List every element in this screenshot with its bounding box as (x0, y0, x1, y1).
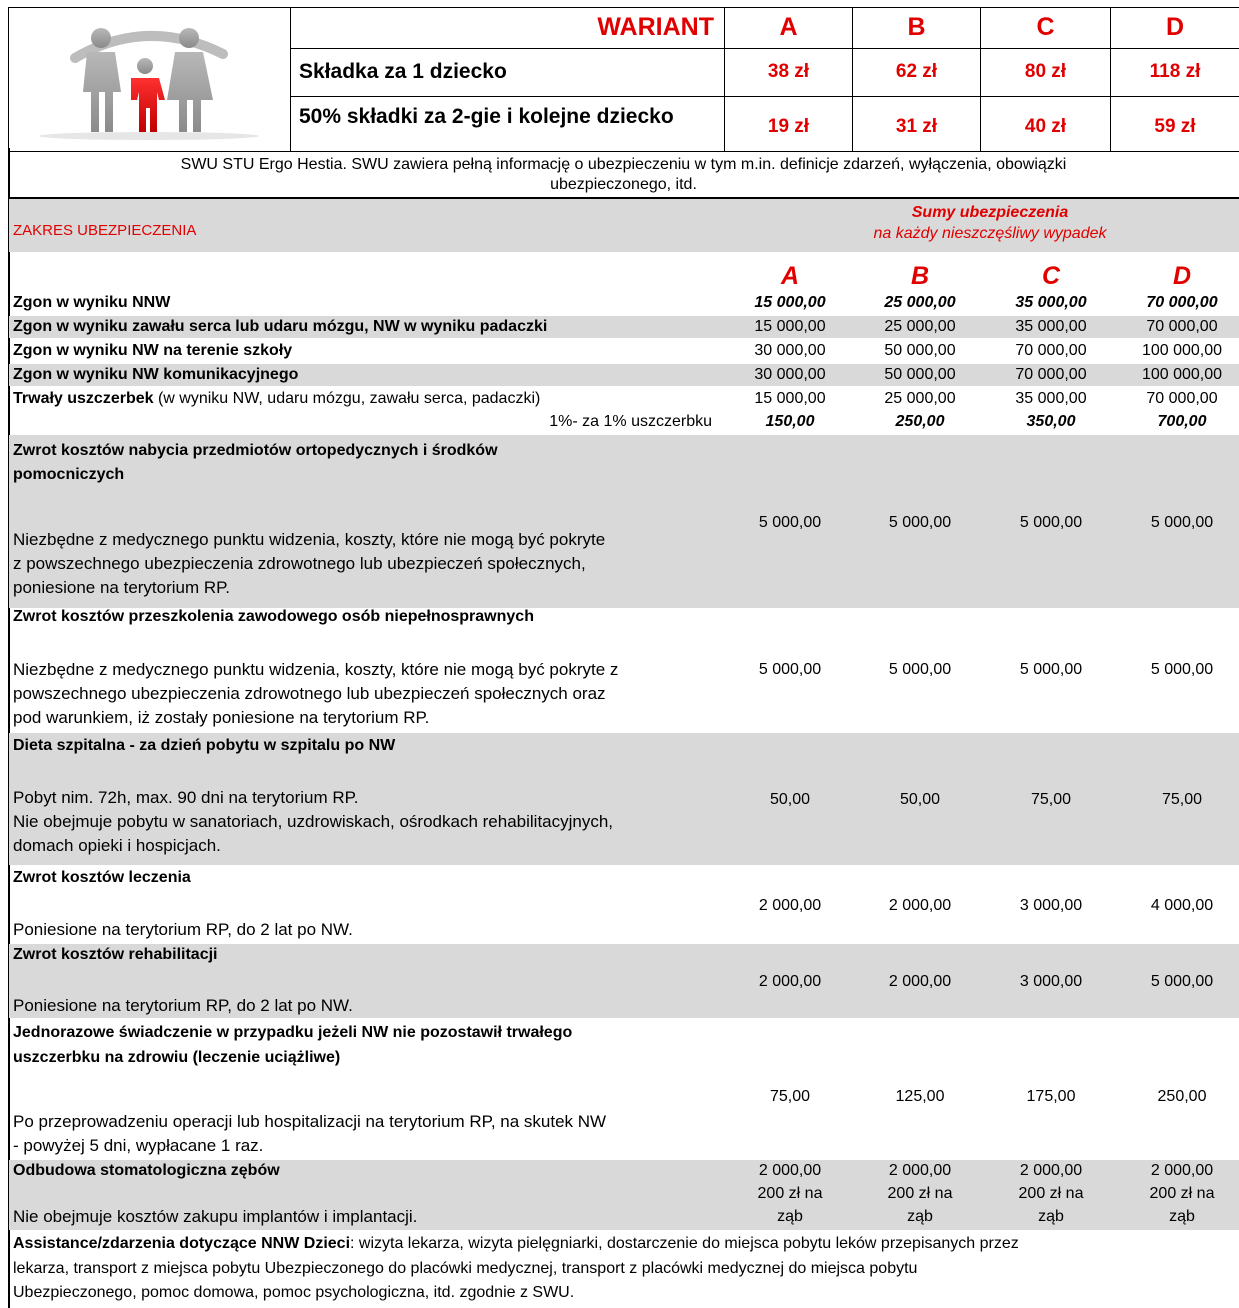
premium-a: 38 zł (725, 48, 853, 97)
row-death-school-d: 100 000,00 (1141, 342, 1223, 359)
block-ortho-desc-2: z powszechnego ubezpieczenia zdrowotnego lub ubezpieczeń społecznych, (13, 554, 586, 573)
row-death-traffic-label: Zgon w wyniku NW komunikacyjnego (13, 366, 299, 383)
block-diet-desc-2: Nie obejmuje pobytu w sanatoriach, uzdrowiskach, ośrodkach rehabilitacyjnych, (13, 812, 614, 831)
block-dental-title: Odbudowa stomatologiczna zębów (13, 1162, 280, 1179)
swu-note-line-1: SWU STU Ergo Hestia. SWU zawiera pełną informację o ubezpieczeniu w tym m.in. definicje zdarzeń, wyłączenia, obowiązki (180, 156, 1067, 173)
assistance-line-1 (13, 1234, 1235, 1254)
row-death-traffic-a: 30 000,00 (754, 366, 826, 383)
row-death-traffic-b: 50 000,00 (884, 366, 956, 383)
row-death-heart-a: 15 000,00 (754, 318, 826, 335)
second-child-d: 59 zł (1111, 97, 1239, 152)
second-child-c: 40 zł (981, 97, 1111, 152)
block-rehab-a: 2 000,00 (758, 973, 822, 990)
premium-b: 62 zł (853, 48, 981, 97)
row-death-traffic-d: 100 000,00 (1141, 366, 1223, 383)
variant-c-header: C (981, 8, 1111, 49)
second-child-a: 19 zł (725, 97, 853, 152)
row-death-school-label: Zgon w wyniku NW na terenie szkoły (13, 342, 293, 359)
block-retrain-desc-1: Niezbędne z medycznego punktu widzenia, koszty, które nie mogą być pokryte z (13, 660, 619, 679)
row-injury-label (13, 389, 540, 409)
row-death-heart-label: Zgon w wyniku zawału serca lub udaru mózgu, NW w wyniku padaczki (13, 318, 548, 335)
block-treatment-title: Zwrot kosztów leczenia (13, 869, 191, 886)
block-oneoff-desc-1: Po przeprowadzeniu operacji lub hospitalizacji na terytorium RP, na skutek NW (13, 1112, 607, 1131)
block-retrain-desc-2: powszechnego ubezpieczenia zdrowotnego lub ubezpieczeń społecznych oraz (13, 684, 606, 703)
block-rehab-title: Zwrot kosztów rehabilitacji (13, 946, 218, 963)
row-death-nnw-d: 70 000,00 (1146, 294, 1218, 311)
block-rehab-b: 2 000,00 (888, 973, 952, 990)
assistance-line-3: Ubezpieczonego, pomoc domowa, pomoc psychologiczna, itd. zgodnie z SWU. (13, 1284, 575, 1301)
sums-subtitle: na każdy nieszczęśliwy wypadek (873, 225, 1107, 242)
block-oneoff-c: 175,00 (1026, 1088, 1076, 1105)
block-oneoff-title-1: Jednorazowe świadczenie w przypadku jeżeli NW nie pozostawił trwałego (13, 1024, 573, 1041)
block-dental-sub1-d: 200 zł na (1149, 1185, 1215, 1202)
block-diet-b: 50,00 (899, 791, 941, 808)
variant-header-table (8, 7, 1239, 152)
row-death-school-b: 50 000,00 (884, 342, 956, 359)
block-rehab-desc: Poniesione na terytorium RP, do 2 lat po NW. (13, 996, 353, 1015)
sums-title: Sumy ubezpieczenia (911, 204, 1069, 221)
row-percent-c: 350,00 (1026, 413, 1076, 430)
block-ortho-c: 5 000,00 (1019, 514, 1083, 531)
row-death-nnw-b: 25 000,00 (884, 294, 956, 311)
row-death-school-c: 70 000,00 (1015, 342, 1087, 359)
logo-cell (9, 8, 291, 152)
block-oneoff-b: 125,00 (895, 1088, 945, 1105)
row-death-heart-c: 35 000,00 (1015, 318, 1087, 335)
block-treatment-a: 2 000,00 (758, 897, 822, 914)
premium-label: Składka za 1 dziecko (291, 48, 725, 97)
block-retrain-a: 5 000,00 (758, 661, 822, 678)
row-percent-d: 700,00 (1157, 413, 1207, 430)
block-ortho-desc-3: poniesione na terytorium RP. (13, 578, 231, 597)
block-dental-b: 2 000,00 (888, 1162, 952, 1179)
block-retrain-title: Zwrot kosztów przeszkolenia zawodowego osób niepełnosprawnych (13, 608, 534, 625)
block-ortho-a: 5 000,00 (758, 514, 822, 531)
row-injury-d: 70 000,00 (1146, 390, 1218, 407)
block-oneoff-desc-2: - powyżej 5 dni, wypłacane 1 raz. (13, 1136, 264, 1155)
second-child-label: 50% składki za 2-gie i kolejne dziecko (291, 97, 725, 152)
block-oneoff-title-2: uszczerbku na zdrowiu (leczenie uciążliwe) (13, 1049, 341, 1066)
block-diet-title: Dieta szpitalna - za dzień pobytu w szpitalu po NW (13, 737, 396, 754)
block-dental-sub2-b: ząb (907, 1208, 933, 1225)
row-death-nnw-c: 35 000,00 (1015, 294, 1087, 311)
variant-d-header: D (1111, 8, 1239, 49)
block-dental-sub2-c: ząb (1038, 1208, 1064, 1225)
row-injury-label-rest: (w wyniku NW, udaru mózgu, zawału serca, padaczki) (153, 390, 541, 407)
row-injury-a: 15 000,00 (754, 390, 826, 407)
premium-c: 80 zł (981, 48, 1111, 97)
block-ortho-title-2: pomocniczych (13, 466, 125, 483)
block-ortho-desc-1: Niezbędne z medycznego punktu widzenia, koszty, które nie mogą być pokryte (13, 530, 606, 549)
block-retrain-b: 5 000,00 (888, 661, 952, 678)
premium-d: 118 zł (1111, 48, 1239, 97)
block-oneoff-a: 75,00 (769, 1088, 811, 1105)
col-header-d: D (1172, 262, 1192, 290)
block-treatment-c: 3 000,00 (1019, 897, 1083, 914)
block-dental-desc: Nie obejmuje kosztów zakupu implantów i implantacji. (13, 1207, 418, 1226)
block-treatment-desc: Poniesione na terytorium RP, do 2 lat po NW. (13, 920, 353, 939)
block-ortho-d: 5 000,00 (1150, 514, 1214, 531)
row-death-heart-b: 25 000,00 (884, 318, 956, 335)
col-header-a: A (780, 262, 800, 290)
block-dental-sub2-d: ząb (1169, 1208, 1195, 1225)
block-oneoff-d: 250,00 (1157, 1088, 1207, 1105)
row-injury-b: 25 000,00 (884, 390, 956, 407)
row-death-nnw-label: Zgon w wyniku NNW (13, 294, 171, 311)
assistance-title: Assistance/zdarzenia dotyczące NNW Dzieci (13, 1235, 351, 1252)
col-header-c: C (1041, 262, 1061, 290)
block-treatment-b: 2 000,00 (888, 897, 952, 914)
family-logo-icon (9, 8, 289, 146)
row-death-nnw-a: 15 000,00 (754, 294, 826, 311)
section-title: ZAKRES UBEZPIECZENIA (13, 222, 197, 239)
block-diet-d: 75,00 (1161, 791, 1203, 808)
block-diet-a: 50,00 (769, 791, 811, 808)
swu-note-line-2: ubezpieczonego, itd. (550, 176, 697, 193)
block-rehab-c: 3 000,00 (1019, 973, 1083, 990)
block-retrain-desc-3: pod warunkiem, iż zostały poniesione na terytorium RP. (13, 708, 430, 727)
block-dental-sub1-b: 200 zł na (887, 1185, 953, 1202)
row-death-school-a: 30 000,00 (754, 342, 826, 359)
row-death-heart-d: 70 000,00 (1146, 318, 1218, 335)
block-retrain-d: 5 000,00 (1150, 661, 1214, 678)
block-dental-c: 2 000,00 (1019, 1162, 1083, 1179)
row-death-traffic-c: 70 000,00 (1015, 366, 1087, 383)
second-child-b: 31 zł (853, 97, 981, 152)
block-diet-desc-1: Pobyt nim. 72h, max. 90 dni na terytorium RP. (13, 788, 359, 807)
block-diet-c: 75,00 (1030, 791, 1072, 808)
row-injury-label-bold: Trwały uszczerbek (13, 390, 154, 407)
block-retrain-c: 5 000,00 (1019, 661, 1083, 678)
row-percent-label: 1%- za 1% uszczerbku (549, 413, 712, 430)
variant-b-header: B (853, 8, 981, 49)
variant-a-header: A (725, 8, 853, 49)
row-injury-c: 35 000,00 (1015, 390, 1087, 407)
row-percent-a: 150,00 (765, 413, 815, 430)
block-dental-sub2-a: ząb (777, 1208, 803, 1225)
wariant-label: WARIANT (291, 8, 725, 49)
block-rehab-d: 5 000,00 (1150, 973, 1214, 990)
col-header-b: B (910, 262, 930, 290)
block-ortho-b: 5 000,00 (888, 514, 952, 531)
assistance-line-2: lekarza, transport z miejsca pobytu Ubezpieczonego do placówki medycznej, transport z placówki medycznej do miejsca pobytu (13, 1260, 918, 1277)
block-dental-d: 2 000,00 (1150, 1162, 1214, 1179)
row-percent-b: 250,00 (895, 413, 945, 430)
block-dental-a: 2 000,00 (758, 1162, 822, 1179)
block-ortho-title-1: Zwrot kosztów nabycia przedmiotów ortopedycznych i środków (13, 442, 498, 459)
block-diet-desc-3: domach opieki i hospicjach. (13, 836, 221, 855)
block-dental-sub1-c: 200 zł na (1018, 1185, 1084, 1202)
block-treatment-d: 4 000,00 (1150, 897, 1214, 914)
assistance-text-1: : wizyta lekarza, wizyta pielęgniarki, dostarczenie do miejsca pobytu leków przepisanych przez (350, 1235, 1019, 1252)
block-dental-sub1-a: 200 zł na (757, 1185, 823, 1202)
